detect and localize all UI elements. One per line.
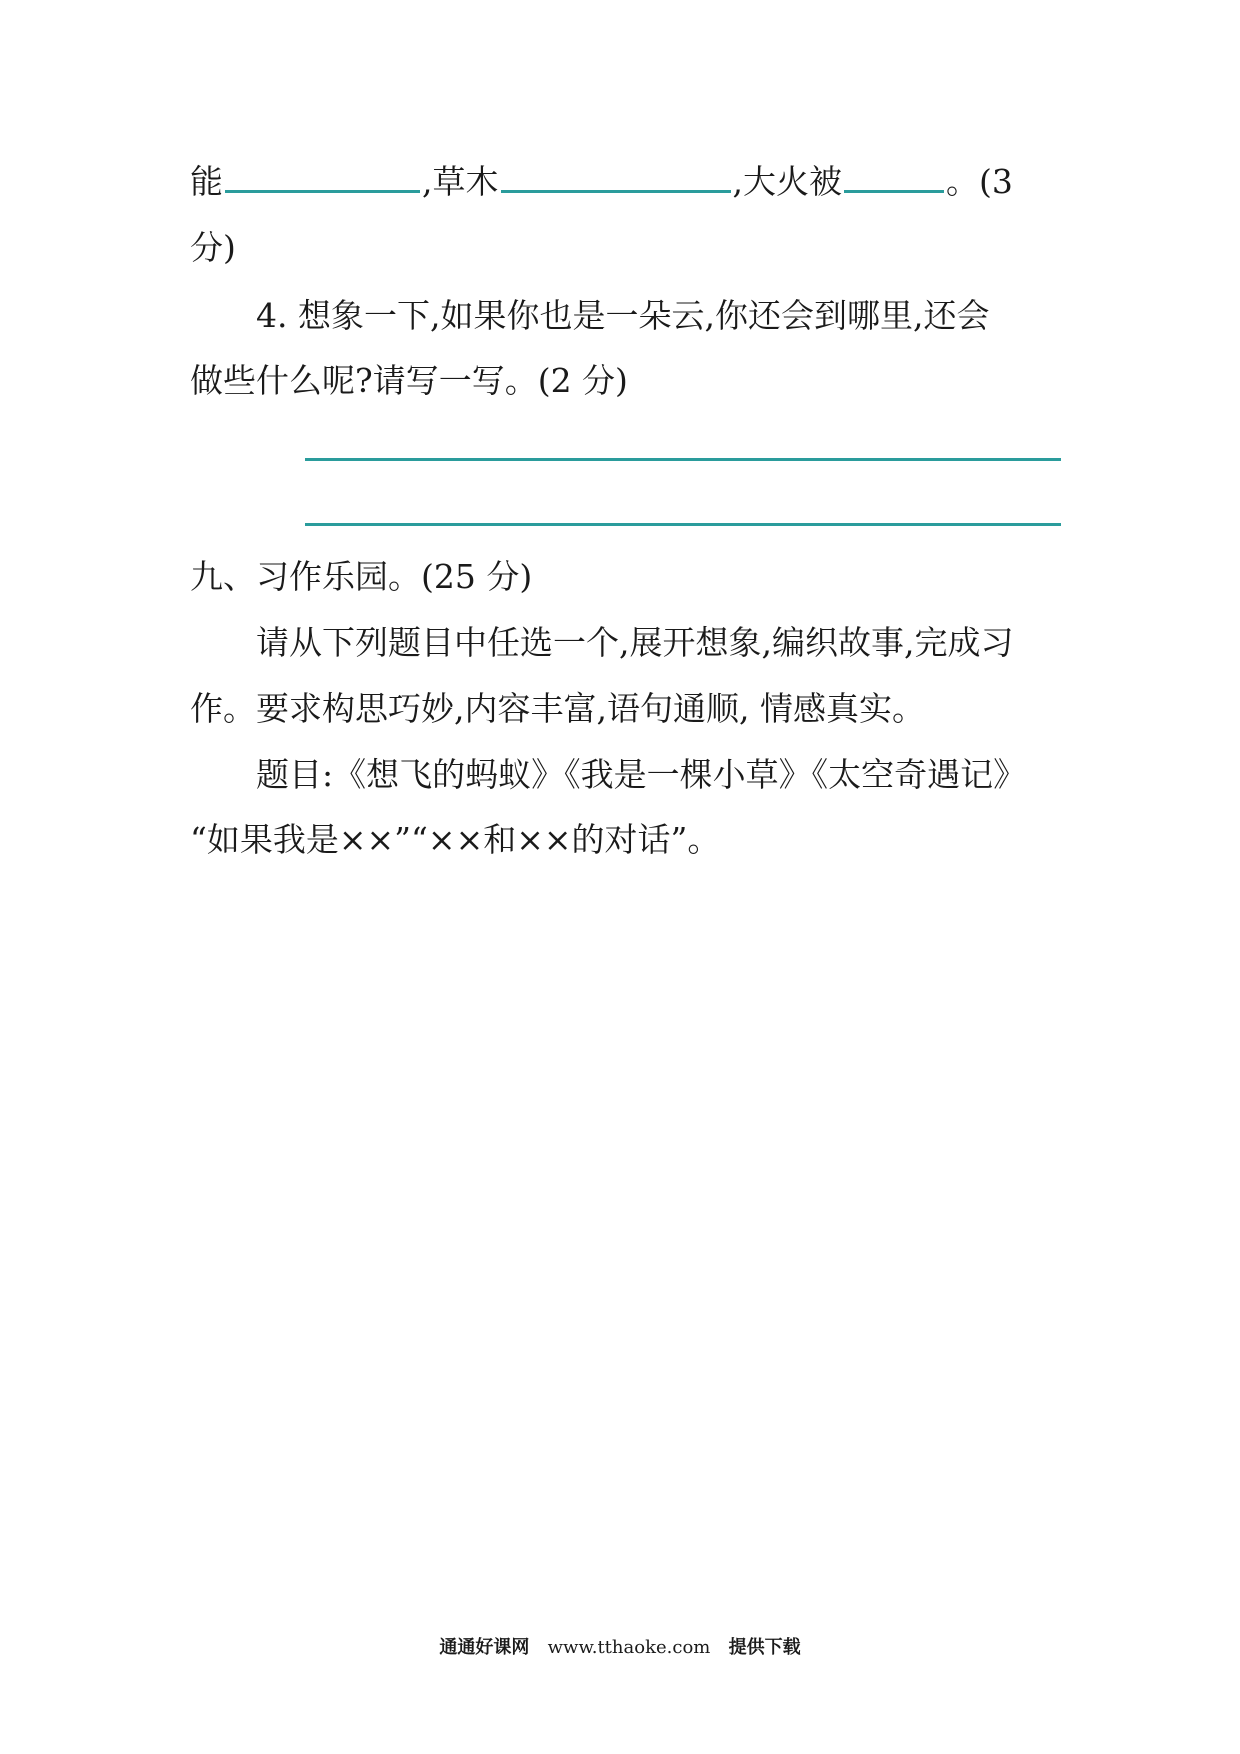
- footer-site-name: 通通好课网: [439, 1637, 530, 1658]
- answer-blank-2[interactable]: [501, 162, 731, 193]
- footer-url[interactable]: www.tthaoke.com: [547, 1637, 711, 1658]
- page-footer: [0, 1633, 1240, 1659]
- answer-blank-1[interactable]: [225, 162, 420, 193]
- section-9-instruction-line-2: 作。要求构思巧妙,内容丰富,语句通顺, 情感真实。: [190, 689, 925, 728]
- answer-blank-3[interactable]: [844, 162, 944, 193]
- q3-word-neng: 能: [190, 162, 223, 201]
- q4-answer-line-1[interactable]: [305, 458, 1061, 461]
- q3-tail-continued: 分): [190, 228, 236, 267]
- q3-word-dahuobei: 大火被: [743, 162, 842, 201]
- section-9-title: 九、习作乐园。(25 分): [190, 557, 533, 596]
- section-9-topics-line-1: 题目:《想飞的蚂蚁》《我是一棵小草》《太空奇遇记》: [256, 755, 1027, 794]
- q3-comma-1: ,: [422, 162, 433, 201]
- q3-line: [190, 162, 1013, 202]
- section-9-instruction-line-1: 请从下列题目中任选一个,展开想象,编织故事,完成习: [256, 623, 1014, 662]
- q3-comma-2: ,: [732, 162, 743, 201]
- q3-tail: 。(3: [946, 162, 1013, 201]
- q4-line-1: 4. 想象一下,如果你也是一朵云,你还会到哪里,还会: [256, 296, 990, 335]
- q3-word-caomu: 草木: [432, 162, 499, 201]
- section-9-topics-line-2: “如果我是××”“××和××的对话”。: [190, 820, 721, 859]
- footer-suffix: 提供下载: [728, 1637, 801, 1658]
- q4-line-2: 做些什么呢?请写一写。(2 分): [190, 361, 628, 400]
- q4-answer-line-2[interactable]: [305, 523, 1061, 526]
